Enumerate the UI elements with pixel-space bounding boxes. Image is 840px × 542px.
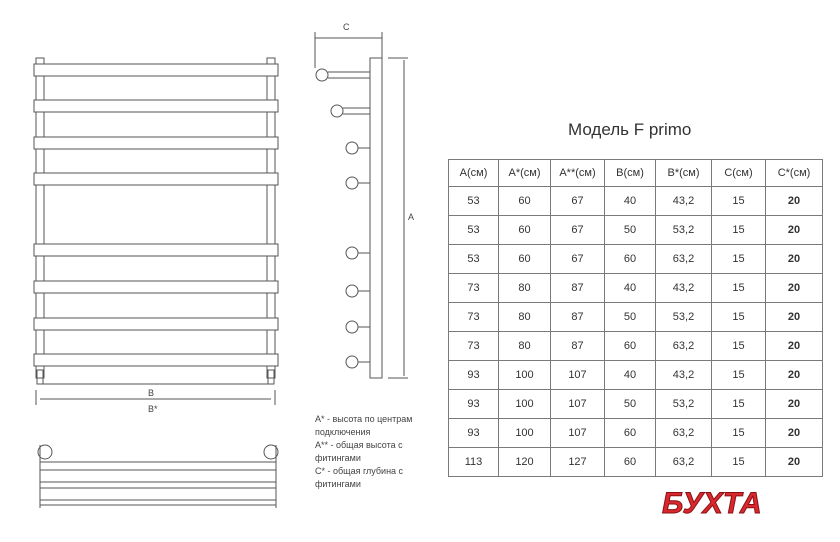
table-cell: 60 xyxy=(605,245,656,274)
table-header: A**(см) xyxy=(551,160,605,187)
table-cell: 60 xyxy=(605,419,656,448)
dim-label-c: C xyxy=(343,22,350,32)
table-cell: 20 xyxy=(766,332,823,361)
table-cell: 20 xyxy=(766,274,823,303)
table-cell: 93 xyxy=(449,419,499,448)
table-cell: 15 xyxy=(712,187,766,216)
table-cell: 15 xyxy=(712,216,766,245)
table-row xyxy=(449,245,823,274)
table-cell: 20 xyxy=(766,245,823,274)
table-cell: 63,2 xyxy=(656,245,712,274)
table-cell: 60 xyxy=(605,332,656,361)
table-header: C(см) xyxy=(712,160,766,187)
table-cell: 43,2 xyxy=(656,274,712,303)
table-cell: 80 xyxy=(499,332,551,361)
table-cell: 40 xyxy=(605,361,656,390)
note-line: подключения xyxy=(315,427,371,437)
table-cell: 15 xyxy=(712,332,766,361)
table-row xyxy=(449,419,823,448)
table-cell: 87 xyxy=(551,274,605,303)
table-cell: 53 xyxy=(449,245,499,274)
model-title: Модель F primo xyxy=(568,120,692,139)
table-cell: 15 xyxy=(712,274,766,303)
table-cell: 120 xyxy=(499,448,551,477)
table-cell: 43,2 xyxy=(656,361,712,390)
table-row xyxy=(449,332,823,361)
table-header: C*(см) xyxy=(766,160,823,187)
table-cell: 87 xyxy=(551,303,605,332)
table-row xyxy=(449,187,823,216)
buhta-logo xyxy=(660,480,780,520)
table-header: B(см) xyxy=(605,160,656,187)
table-cell: 107 xyxy=(551,419,605,448)
table-cell: 15 xyxy=(712,419,766,448)
table-cell: 63,2 xyxy=(656,332,712,361)
table-cell: 53,2 xyxy=(656,303,712,332)
table-cell: 107 xyxy=(551,390,605,419)
dim-label-b: B xyxy=(148,388,155,398)
table-cell: 53 xyxy=(449,187,499,216)
table-row xyxy=(449,274,823,303)
table-cell: 67 xyxy=(551,187,605,216)
table-header: A*(см) xyxy=(499,160,551,187)
table-cell: 100 xyxy=(499,361,551,390)
table-cell: 20 xyxy=(766,303,823,332)
table-cell: 87 xyxy=(551,332,605,361)
table-cell: 20 xyxy=(766,187,823,216)
table-cell: 20 xyxy=(766,390,823,419)
dim-label-a: A xyxy=(408,212,415,222)
table-cell: 50 xyxy=(605,390,656,419)
table-cell: 53,2 xyxy=(656,216,712,245)
table-cell: 73 xyxy=(449,274,499,303)
logo-text: БУХТА xyxy=(662,487,762,520)
table-cell: 43,2 xyxy=(656,187,712,216)
table-cell: 20 xyxy=(766,419,823,448)
table-body xyxy=(449,187,823,477)
table-cell: 53,2 xyxy=(656,390,712,419)
note-line: C* - общая глубина с xyxy=(315,466,404,476)
table-header: B*(см) xyxy=(656,160,712,187)
table-header-row xyxy=(449,160,823,187)
top-view xyxy=(38,445,278,508)
note-line: A** - общая высота с xyxy=(315,440,403,450)
table-cell: 60 xyxy=(605,448,656,477)
table-cell: 100 xyxy=(499,390,551,419)
table-cell: 63,2 xyxy=(656,448,712,477)
table-cell: 67 xyxy=(551,245,605,274)
table-cell: 107 xyxy=(551,361,605,390)
table-cell: 63,2 xyxy=(656,419,712,448)
table-cell: 80 xyxy=(499,303,551,332)
table-cell: 15 xyxy=(712,361,766,390)
table-cell: 15 xyxy=(712,448,766,477)
table-row xyxy=(449,390,823,419)
dim-label-b-star: B* xyxy=(148,404,158,414)
table-cell: 40 xyxy=(605,187,656,216)
table-cell: 73 xyxy=(449,303,499,332)
table-cell: 100 xyxy=(499,419,551,448)
table-cell: 15 xyxy=(712,245,766,274)
spec-table xyxy=(448,159,823,477)
note-line: A* - высота по центрам xyxy=(315,414,413,424)
side-view xyxy=(315,32,408,378)
table-row xyxy=(449,303,823,332)
table-cell: 60 xyxy=(499,216,551,245)
table-row xyxy=(449,216,823,245)
table-cell: 50 xyxy=(605,216,656,245)
note-line: фитингами xyxy=(315,479,361,489)
dimension-notes xyxy=(315,413,455,491)
front-view xyxy=(34,58,278,405)
table-cell: 93 xyxy=(449,361,499,390)
table-cell: 93 xyxy=(449,390,499,419)
note-line: фитингами xyxy=(315,453,361,463)
table-cell: 113 xyxy=(449,448,499,477)
table-cell: 20 xyxy=(766,448,823,477)
table-cell: 73 xyxy=(449,332,499,361)
table-cell: 40 xyxy=(605,274,656,303)
table-cell: 60 xyxy=(499,187,551,216)
table-row xyxy=(449,361,823,390)
table-cell: 50 xyxy=(605,303,656,332)
table-row xyxy=(449,448,823,477)
table-cell: 15 xyxy=(712,303,766,332)
table-cell: 80 xyxy=(499,274,551,303)
table-cell: 127 xyxy=(551,448,605,477)
table-cell: 60 xyxy=(499,245,551,274)
table-cell: 67 xyxy=(551,216,605,245)
table-header: A(см) xyxy=(449,160,499,187)
table-cell: 15 xyxy=(712,390,766,419)
table-cell: 20 xyxy=(766,216,823,245)
table-cell: 20 xyxy=(766,361,823,390)
table-cell: 53 xyxy=(449,216,499,245)
